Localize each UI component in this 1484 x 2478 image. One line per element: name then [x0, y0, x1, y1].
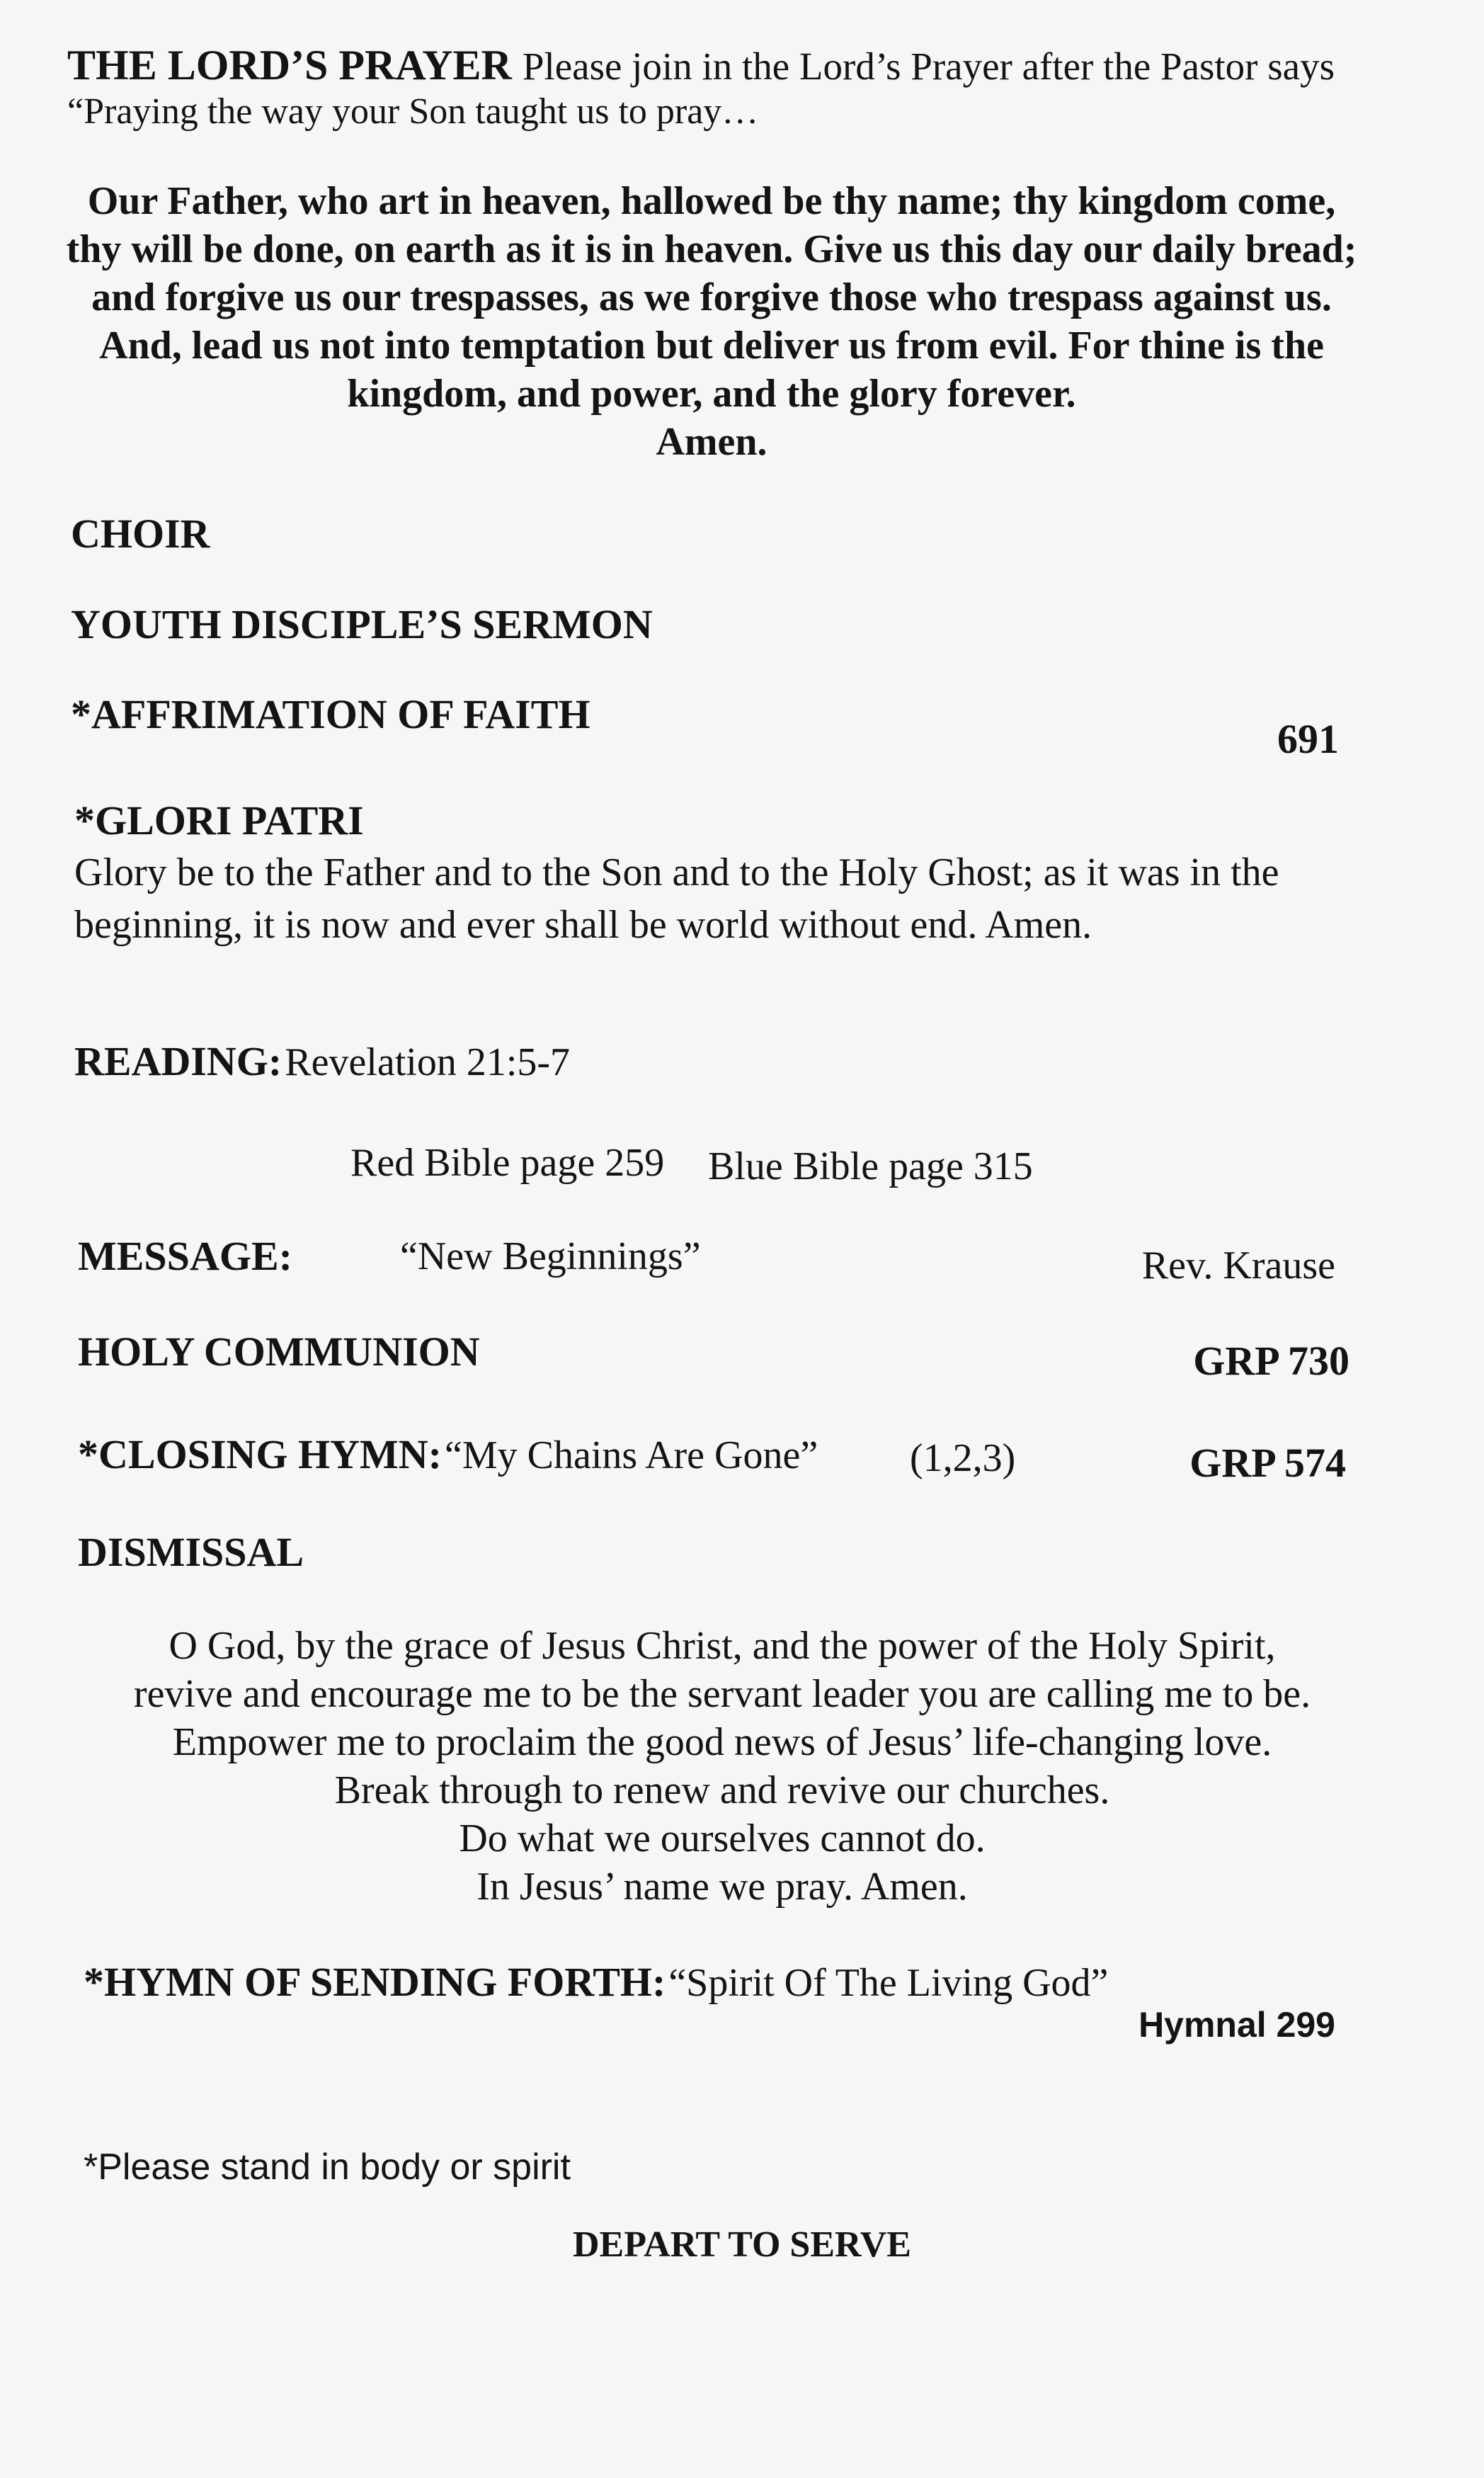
closing-hymn-verses: (1,2,3)	[910, 1436, 1016, 1480]
dismissal-line: O God, by the grace of Jesus Christ, and the power of the Holy Spirit,	[169, 1624, 1276, 1668]
lords-prayer-amen: Amen.	[656, 420, 767, 464]
affirmation-heading: *AFFRIMATION OF FAITH	[71, 691, 590, 737]
holy-communion-label: HOLY COMMUNION	[78, 1329, 480, 1375]
choir-heading: CHOIR	[71, 511, 210, 557]
dismissal-line: Empower me to proclaim the good news of Jesus’ life-changing love.	[172, 1720, 1272, 1764]
dismissal-line: Break through to renew and revive our churches.	[334, 1768, 1110, 1812]
reading-label: READING:	[74, 1038, 282, 1084]
sending-forth-title: “Spirit Of The Living God”	[668, 1961, 1109, 2005]
sending-forth-label: *HYMN OF SENDING FORTH:	[84, 1959, 666, 2005]
closing-hymn-line	[78, 1431, 818, 1478]
stand-note: *Please stand in body or spirit	[84, 2147, 571, 2188]
glori-patri-heading: *GLORI PATRI	[74, 797, 364, 843]
lords-prayer-text-block	[64, 177, 1359, 466]
sending-forth-ref: Hymnal 299	[1138, 2005, 1335, 2045]
lords-prayer-text: Our Father, who art in heaven, hallowed be thy name; thy kingdom come, thy will be done, on earth as it is in heaven. Give us this day our daily bread; and forgive us our trespasses, as we forgive those who trespass against us. And, lead us not into temptation but deliver us from evil. For thine is the kingdom, and power, and the glory forever.	[66, 179, 1357, 416]
closing-hymn-title: “My Chains Are Gone”	[444, 1433, 818, 1477]
message-speaker: Rev. Krause	[1141, 1244, 1335, 1288]
holy-communion-ref: GRP 730	[1193, 1338, 1349, 1384]
glori-patri-text: Glory be to the Father and to the Son and to the Holy Ghost; as it was in the beginning, it is now and ever shall be world without end. Amen.	[74, 851, 1279, 947]
reading-line	[74, 1038, 570, 1085]
message-title: “New Beginnings”	[400, 1234, 701, 1278]
dismissal-heading: DISMISSAL	[78, 1529, 304, 1575]
affirmation-number: 691	[1277, 716, 1339, 762]
sending-forth-line	[84, 1958, 1108, 2006]
message-label: MESSAGE:	[78, 1233, 292, 1279]
dismissal-prayer	[71, 1622, 1374, 1911]
depart-to-serve: DEPART TO SERVE	[573, 2224, 911, 2265]
lords-prayer-intro: Please join in the Lord’s Prayer after the Pastor says	[522, 45, 1335, 88]
lords-prayer-title: THE LORD’S PRAYER	[67, 42, 512, 89]
dismissal-line: Do what we ourselves cannot do.	[459, 1817, 986, 1860]
closing-hymn-ref: GRP 574	[1189, 1440, 1346, 1486]
red-bible-page: Red Bible page 259	[350, 1141, 665, 1185]
blue-bible-page: Blue Bible page 315	[708, 1144, 1033, 1188]
dismissal-line: In Jesus’ name we pray. Amen.	[476, 1865, 968, 1909]
lords-prayer-heading	[67, 41, 1335, 90]
lords-prayer-intro-line2: “Praying the way your Son taught us to pray…	[67, 91, 759, 132]
dismissal-line: revive and encourage me to be the servant leader you are calling me to be.	[133, 1672, 1311, 1716]
reading-passage: Revelation 21:5-7	[285, 1040, 571, 1084]
youth-sermon-heading: YOUTH DISCIPLE’S SERMON	[71, 601, 653, 647]
closing-hymn-label: *CLOSING HYMN:	[78, 1431, 442, 1477]
